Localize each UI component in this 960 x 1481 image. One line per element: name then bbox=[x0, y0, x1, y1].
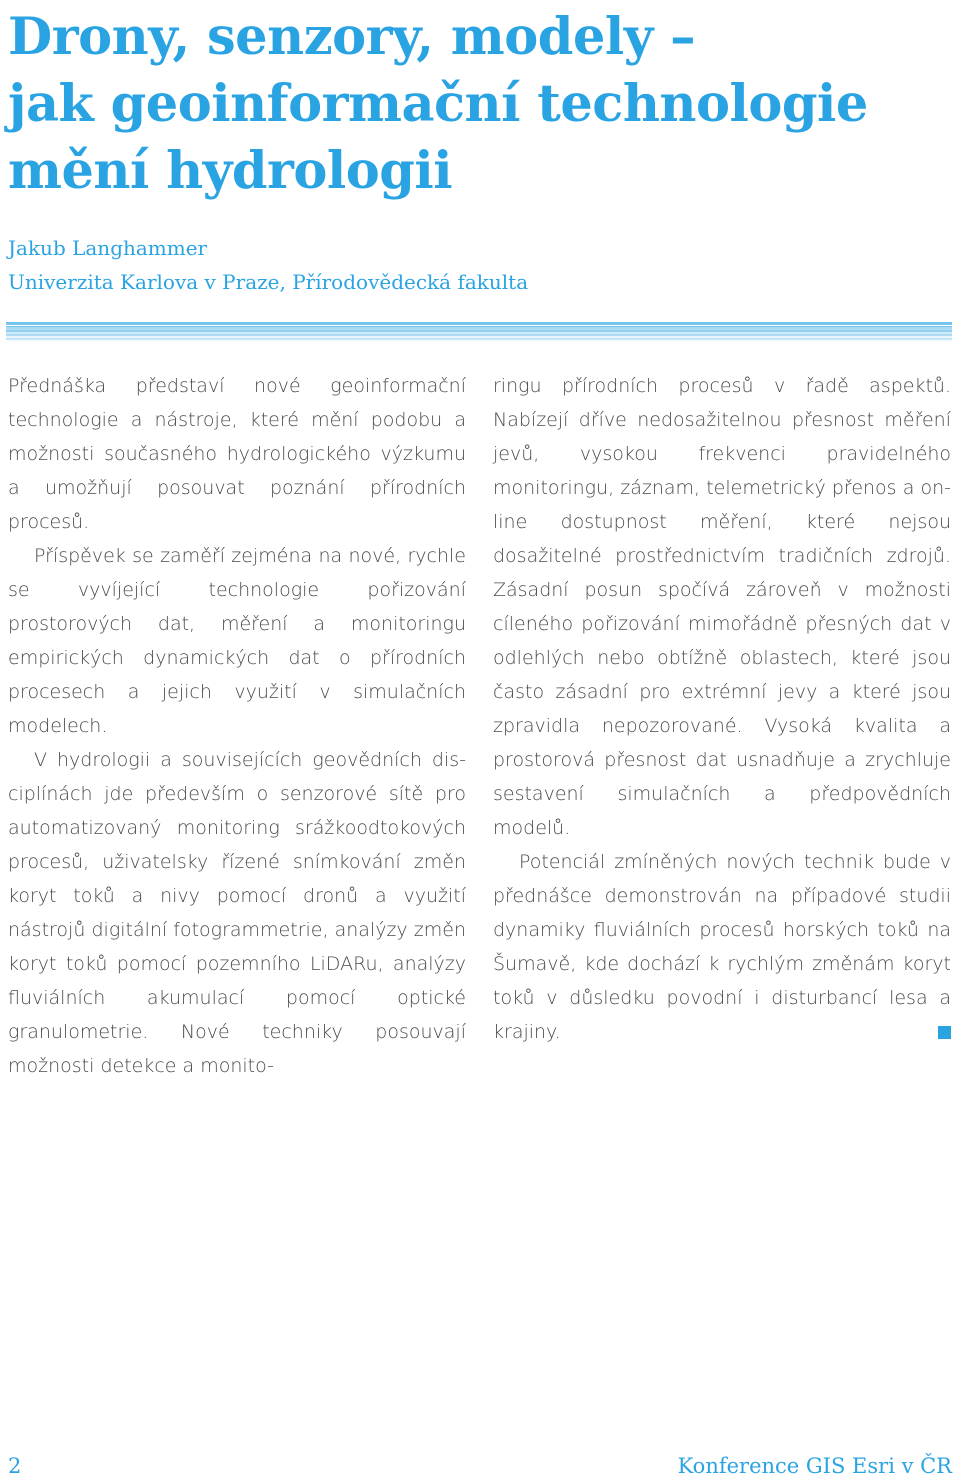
footer-conference: Konference GIS Esri v ČR bbox=[677, 1454, 952, 1478]
body-column-right bbox=[493, 369, 951, 1049]
end-of-article-mark bbox=[938, 1026, 951, 1039]
body-column-left bbox=[8, 369, 466, 1083]
title-line-2: jak geoinformační technologie bbox=[8, 74, 868, 134]
author-name: Jakub Langhammer bbox=[8, 236, 208, 260]
paragraph-hydrology: V hydrologii a souvisejících geovědních disciplínách jde především o senzorové sítě pro automatizovaný monitoring srážkoodtokových procesů, uživatelsky řízené snímkování změn koryt toků a nivy pomocí dronů a využití nástrojů digitální fotogrammetrie, analýzy změn koryt toků pomocí pozemního LiDARu, analýzy fluviálních akumulací pomocí optické granulometrie. Nové techniky posouvají možnosti detekce a monito- bbox=[8, 749, 466, 1077]
paragraph-intro: Přednáška představí nové geoinformační technologie a nástroje, které mění podobu a možnosti současného hydrologického výzkumu a umožňují posouvat poznání přírodních procesů. bbox=[8, 375, 466, 533]
page-number: 2 bbox=[8, 1454, 22, 1478]
paragraph-focus: Příspěvek se zaměří zejména na nové, rychle se vyvíjející technologie pořizování prostorových dat, měření a monitoringu empirických dynamických dat o přírodních procesech a jejich využití v simulačních modelech. bbox=[8, 545, 466, 737]
paragraph-benefits: ringu přírodních procesů v řadě aspektů. Nabízejí dříve nedosažitelnou přesnost měření jevů, vysokou frekvenci pravidelného monitoringu, záznam, telemetrický přenos a on-line dostupnost měření, které nejsou dosažitelné prostřednictvím tradičních zdrojů. Zásadní posun spočívá zároveň v možnosti cíleného pořizování mimořádně přesných dat v odlehlých nebo obtížně oblastech, které jsou často zásadní pro extrémní jevy a které jsou zpravidla nepozorované. Vysoká kvalita a prostorová přesnost dat usnadňuje a zrychluje sestavení simulačních a předpovědních modelů. bbox=[493, 375, 951, 839]
title-line-3: mění hydrologii bbox=[8, 141, 453, 201]
title-line-1: Drony, senzory, modely – bbox=[8, 7, 696, 67]
author-affiliation: Univerzita Karlova v Praze, Přírodovědecká fakulta bbox=[8, 270, 529, 294]
header-divider bbox=[6, 322, 952, 342]
article-title bbox=[8, 4, 938, 205]
paragraph-case-study bbox=[493, 845, 951, 1049]
paragraph-case-study-text: Potenciál zmíněných nových technik bude v přednášce demonstrován na případové studii dynamiky fluviálních procesů horských toků na Šumavě, kde dochází k rychlým změnám koryt toků v důsledku povodní i disturbancí lesa a krajiny. bbox=[493, 851, 951, 1043]
